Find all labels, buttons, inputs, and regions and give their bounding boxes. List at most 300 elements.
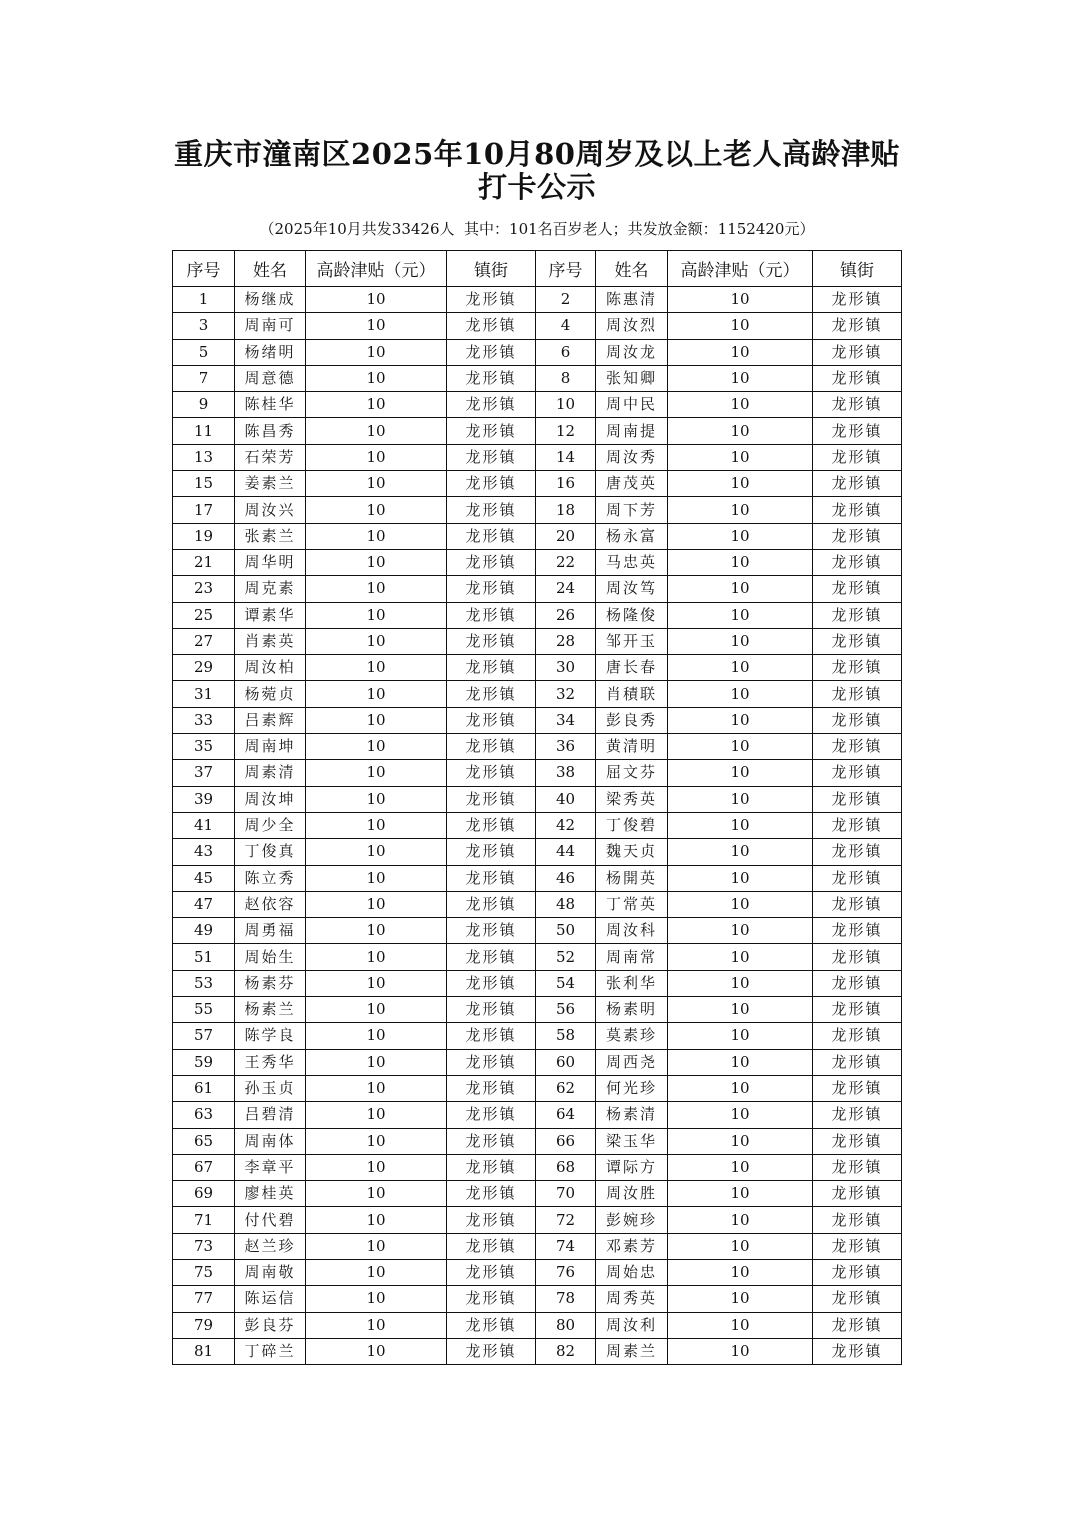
name-cell: 周汝秀	[596, 444, 668, 470]
seq-cell: 61	[173, 1075, 235, 1101]
name-cell: 孙玉贞	[235, 1075, 306, 1101]
seq-cell: 73	[173, 1233, 235, 1259]
seq-cell: 58	[536, 1023, 596, 1049]
town-cell: 龙形镇	[813, 812, 902, 838]
name-cell: 邹开玉	[596, 628, 668, 654]
town-cell: 龙形镇	[813, 997, 902, 1023]
seq-cell: 22	[536, 549, 596, 575]
amount-cell: 10	[306, 576, 447, 602]
seq-cell: 12	[536, 418, 596, 444]
seq-cell: 38	[536, 760, 596, 786]
town-cell: 龙形镇	[813, 1102, 902, 1128]
town-cell: 龙形镇	[813, 628, 902, 654]
town-cell: 龙形镇	[813, 865, 902, 891]
name-cell: 谭素华	[235, 602, 306, 628]
table-row	[173, 497, 902, 523]
name-cell: 唐长春	[596, 655, 668, 681]
name-cell: 周始忠	[596, 1259, 668, 1285]
name-cell: 邓素芳	[596, 1233, 668, 1259]
name-cell: 周少全	[235, 812, 306, 838]
table-row	[173, 1154, 902, 1180]
header-subsidy: 高龄津贴（元）	[668, 251, 813, 287]
name-cell: 吕碧清	[235, 1102, 306, 1128]
name-cell: 丁常英	[596, 891, 668, 917]
table-row	[173, 1233, 902, 1259]
amount-cell: 10	[306, 1154, 447, 1180]
table-row	[173, 891, 902, 917]
seq-cell: 74	[536, 1233, 596, 1259]
town-cell: 龙形镇	[447, 628, 536, 654]
name-cell: 陈学良	[235, 1023, 306, 1049]
seq-cell: 40	[536, 786, 596, 812]
table-row	[173, 812, 902, 838]
seq-cell: 34	[536, 707, 596, 733]
table-row	[173, 1102, 902, 1128]
town-cell: 龙形镇	[813, 497, 902, 523]
amount-cell: 10	[306, 1023, 447, 1049]
seq-cell: 39	[173, 786, 235, 812]
seq-cell: 37	[173, 760, 235, 786]
seq-cell: 50	[536, 918, 596, 944]
seq-cell: 32	[536, 681, 596, 707]
seq-cell: 15	[173, 471, 235, 497]
town-cell: 龙形镇	[813, 707, 902, 733]
town-cell: 龙形镇	[813, 418, 902, 444]
seq-cell: 27	[173, 628, 235, 654]
seq-cell: 17	[173, 497, 235, 523]
town-cell: 龙形镇	[813, 1023, 902, 1049]
seq-cell: 8	[536, 365, 596, 391]
amount-cell: 10	[668, 549, 813, 575]
town-cell: 龙形镇	[447, 418, 536, 444]
name-cell: 周华明	[235, 549, 306, 575]
table-row	[173, 918, 902, 944]
header-town: 镇街	[813, 251, 902, 287]
name-cell: 杨永富	[596, 523, 668, 549]
name-cell: 莫素珍	[596, 1023, 668, 1049]
table-row	[173, 944, 902, 970]
name-cell: 彭良秀	[596, 707, 668, 733]
name-cell: 肖積联	[596, 681, 668, 707]
amount-cell: 10	[306, 681, 447, 707]
amount-cell: 10	[668, 1181, 813, 1207]
town-cell: 龙形镇	[447, 944, 536, 970]
town-cell: 龙形镇	[447, 1207, 536, 1233]
name-cell: 赵依容	[235, 891, 306, 917]
table-row	[173, 1049, 902, 1075]
town-cell: 龙形镇	[447, 392, 536, 418]
seq-cell: 64	[536, 1102, 596, 1128]
amount-cell: 10	[668, 444, 813, 470]
amount-cell: 10	[668, 1154, 813, 1180]
name-cell: 周勇福	[235, 918, 306, 944]
name-cell: 周汝坤	[235, 786, 306, 812]
name-cell: 姜素兰	[235, 471, 306, 497]
table-row	[173, 1181, 902, 1207]
seq-cell: 67	[173, 1154, 235, 1180]
town-cell: 龙形镇	[447, 339, 536, 365]
amount-cell: 10	[306, 365, 447, 391]
town-cell: 龙形镇	[813, 1128, 902, 1154]
name-cell: 周汝科	[596, 918, 668, 944]
seq-cell: 49	[173, 918, 235, 944]
table-row	[173, 1259, 902, 1285]
name-cell: 梁秀英	[596, 786, 668, 812]
seq-cell: 57	[173, 1023, 235, 1049]
seq-cell: 53	[173, 970, 235, 996]
name-cell: 杨菀贞	[235, 681, 306, 707]
amount-cell: 10	[668, 523, 813, 549]
table-row	[173, 786, 902, 812]
seq-cell: 41	[173, 812, 235, 838]
seq-cell: 3	[173, 313, 235, 339]
name-cell: 周汝柏	[235, 655, 306, 681]
amount-cell: 10	[668, 418, 813, 444]
name-cell: 张知卿	[596, 365, 668, 391]
name-cell: 周汝烈	[596, 313, 668, 339]
table-row	[173, 1023, 902, 1049]
amount-cell: 10	[668, 1049, 813, 1075]
town-cell: 龙形镇	[447, 707, 536, 733]
amount-cell: 10	[668, 839, 813, 865]
town-cell: 龙形镇	[447, 891, 536, 917]
seq-cell: 24	[536, 576, 596, 602]
header-name: 姓名	[235, 251, 306, 287]
town-cell: 龙形镇	[447, 865, 536, 891]
amount-cell: 10	[306, 471, 447, 497]
table-row	[173, 1207, 902, 1233]
town-cell: 龙形镇	[813, 313, 902, 339]
amount-cell: 10	[668, 1023, 813, 1049]
name-cell: 丁碎兰	[235, 1338, 306, 1364]
table-row	[173, 313, 902, 339]
seq-cell: 48	[536, 891, 596, 917]
table-row	[173, 287, 902, 313]
amount-cell: 10	[668, 655, 813, 681]
name-cell: 屈文芬	[596, 760, 668, 786]
table-row	[173, 839, 902, 865]
seq-cell: 72	[536, 1207, 596, 1233]
table-row	[173, 681, 902, 707]
town-cell: 龙形镇	[447, 1338, 536, 1364]
amount-cell: 10	[306, 786, 447, 812]
name-cell: 杨素明	[596, 997, 668, 1023]
table-body	[173, 287, 902, 1365]
town-cell: 龙形镇	[447, 1286, 536, 1312]
town-cell: 龙形镇	[813, 365, 902, 391]
seq-cell: 14	[536, 444, 596, 470]
table-row	[173, 444, 902, 470]
town-cell: 龙形镇	[447, 1102, 536, 1128]
name-cell: 周始生	[235, 944, 306, 970]
town-cell: 龙形镇	[813, 944, 902, 970]
town-cell: 龙形镇	[447, 549, 536, 575]
amount-cell: 10	[668, 786, 813, 812]
amount-cell: 10	[668, 365, 813, 391]
town-cell: 龙形镇	[447, 497, 536, 523]
amount-cell: 10	[306, 944, 447, 970]
seq-cell: 18	[536, 497, 596, 523]
name-cell: 杨继成	[235, 287, 306, 313]
town-cell: 龙形镇	[813, 970, 902, 996]
header-town: 镇街	[447, 251, 536, 287]
seq-cell: 16	[536, 471, 596, 497]
name-cell: 周汝利	[596, 1312, 668, 1338]
amount-cell: 10	[668, 970, 813, 996]
town-cell: 龙形镇	[447, 1312, 536, 1338]
amount-cell: 10	[668, 1312, 813, 1338]
amount-cell: 10	[668, 628, 813, 654]
amount-cell: 10	[306, 1338, 447, 1364]
seq-cell: 63	[173, 1102, 235, 1128]
seq-cell: 10	[536, 392, 596, 418]
name-cell: 王秀华	[235, 1049, 306, 1075]
town-cell: 龙形镇	[447, 471, 536, 497]
amount-cell: 10	[668, 1259, 813, 1285]
seq-cell: 45	[173, 865, 235, 891]
town-cell: 龙形镇	[813, 681, 902, 707]
amount-cell: 10	[306, 1312, 447, 1338]
table-row	[173, 523, 902, 549]
town-cell: 龙形镇	[813, 471, 902, 497]
name-cell: 周南可	[235, 313, 306, 339]
amount-cell: 10	[668, 602, 813, 628]
seq-cell: 78	[536, 1286, 596, 1312]
town-cell: 龙形镇	[813, 918, 902, 944]
town-cell: 龙形镇	[813, 839, 902, 865]
seq-cell: 19	[173, 523, 235, 549]
seq-cell: 80	[536, 1312, 596, 1338]
town-cell: 龙形镇	[447, 997, 536, 1023]
table-row	[173, 760, 902, 786]
town-cell: 龙形镇	[447, 655, 536, 681]
town-cell: 龙形镇	[813, 1338, 902, 1364]
table-row	[173, 339, 902, 365]
town-cell: 龙形镇	[813, 1207, 902, 1233]
amount-cell: 10	[306, 628, 447, 654]
header-name: 姓名	[596, 251, 668, 287]
table-row	[173, 1128, 902, 1154]
table-row	[173, 602, 902, 628]
name-cell: 周汝龙	[596, 339, 668, 365]
name-cell: 周意德	[235, 365, 306, 391]
amount-cell: 10	[668, 760, 813, 786]
amount-cell: 10	[306, 865, 447, 891]
summary-subtitle: （2025年10月共发33426人 其中：101名百岁老人；共发放金额：1152420元）	[259, 220, 815, 238]
amount-cell: 10	[306, 392, 447, 418]
seq-cell: 26	[536, 602, 596, 628]
name-cell: 陈运信	[235, 1286, 306, 1312]
amount-cell: 10	[306, 734, 447, 760]
town-cell: 龙形镇	[813, 576, 902, 602]
seq-cell: 56	[536, 997, 596, 1023]
amount-cell: 10	[668, 891, 813, 917]
seq-cell: 46	[536, 865, 596, 891]
town-cell: 龙形镇	[813, 339, 902, 365]
table-row	[173, 997, 902, 1023]
amount-cell: 10	[306, 602, 447, 628]
town-cell: 龙形镇	[447, 734, 536, 760]
seq-cell: 31	[173, 681, 235, 707]
table-row	[173, 418, 902, 444]
table-row	[173, 365, 902, 391]
amount-cell: 10	[668, 1102, 813, 1128]
name-cell: 周西尧	[596, 1049, 668, 1075]
amount-cell: 10	[668, 812, 813, 838]
town-cell: 龙形镇	[447, 1259, 536, 1285]
name-cell: 陈桂华	[235, 392, 306, 418]
town-cell: 龙形镇	[813, 655, 902, 681]
header-seq: 序号	[536, 251, 596, 287]
name-cell: 周汝胜	[596, 1181, 668, 1207]
amount-cell: 10	[306, 918, 447, 944]
seq-cell: 66	[536, 1128, 596, 1154]
seq-cell: 77	[173, 1286, 235, 1312]
seq-cell: 69	[173, 1181, 235, 1207]
name-cell: 丁俊碧	[596, 812, 668, 838]
seq-cell: 44	[536, 839, 596, 865]
header-subsidy: 高龄津贴（元）	[306, 251, 447, 287]
town-cell: 龙形镇	[447, 918, 536, 944]
name-cell: 谭际方	[596, 1154, 668, 1180]
amount-cell: 10	[306, 1207, 447, 1233]
subsidy-table	[172, 250, 902, 1365]
town-cell: 龙形镇	[447, 970, 536, 996]
name-cell: 周秀英	[596, 1286, 668, 1312]
seq-cell: 70	[536, 1181, 596, 1207]
town-cell: 龙形镇	[813, 1154, 902, 1180]
seq-cell: 51	[173, 944, 235, 970]
town-cell: 龙形镇	[813, 392, 902, 418]
town-cell: 龙形镇	[813, 1312, 902, 1338]
page-title-line2: 打卡公示	[477, 170, 596, 204]
amount-cell: 10	[306, 1181, 447, 1207]
name-cell: 周克素	[235, 576, 306, 602]
seq-cell: 62	[536, 1075, 596, 1101]
amount-cell: 10	[668, 497, 813, 523]
town-cell: 龙形镇	[447, 1049, 536, 1075]
seq-cell: 11	[173, 418, 235, 444]
name-cell: 周南体	[235, 1128, 306, 1154]
name-cell: 周南常	[596, 944, 668, 970]
town-cell: 龙形镇	[447, 287, 536, 313]
town-cell: 龙形镇	[813, 1233, 902, 1259]
town-cell: 龙形镇	[447, 1075, 536, 1101]
town-cell: 龙形镇	[447, 1154, 536, 1180]
name-cell: 周素清	[235, 760, 306, 786]
amount-cell: 10	[306, 313, 447, 339]
seq-cell: 54	[536, 970, 596, 996]
name-cell: 石荣芳	[235, 444, 306, 470]
table-row	[173, 628, 902, 654]
amount-cell: 10	[306, 812, 447, 838]
name-cell: 魏天贞	[596, 839, 668, 865]
amount-cell: 10	[306, 549, 447, 575]
name-cell: 杨開英	[596, 865, 668, 891]
seq-cell: 7	[173, 365, 235, 391]
amount-cell: 10	[306, 655, 447, 681]
town-cell: 龙形镇	[813, 1286, 902, 1312]
seq-cell: 76	[536, 1259, 596, 1285]
town-cell: 龙形镇	[813, 1075, 902, 1101]
name-cell: 李章平	[235, 1154, 306, 1180]
town-cell: 龙形镇	[447, 1128, 536, 1154]
amount-cell: 10	[668, 1207, 813, 1233]
name-cell: 杨素芬	[235, 970, 306, 996]
town-cell: 龙形镇	[447, 602, 536, 628]
amount-cell: 10	[668, 287, 813, 313]
table-row	[173, 734, 902, 760]
table-row	[173, 1338, 902, 1364]
amount-cell: 10	[306, 287, 447, 313]
amount-cell: 10	[668, 865, 813, 891]
town-cell: 龙形镇	[813, 1181, 902, 1207]
header-seq: 序号	[173, 251, 235, 287]
amount-cell: 10	[306, 444, 447, 470]
seq-cell: 36	[536, 734, 596, 760]
name-cell: 吕素辉	[235, 707, 306, 733]
seq-cell: 23	[173, 576, 235, 602]
amount-cell: 10	[306, 891, 447, 917]
amount-cell: 10	[668, 471, 813, 497]
name-cell: 何光珍	[596, 1075, 668, 1101]
amount-cell: 10	[668, 392, 813, 418]
seq-cell: 52	[536, 944, 596, 970]
name-cell: 丁俊真	[235, 839, 306, 865]
town-cell: 龙形镇	[447, 1023, 536, 1049]
name-cell: 陈惠清	[596, 287, 668, 313]
name-cell: 周汝兴	[235, 497, 306, 523]
amount-cell: 10	[668, 944, 813, 970]
town-cell: 龙形镇	[813, 734, 902, 760]
amount-cell: 10	[668, 1286, 813, 1312]
amount-cell: 10	[306, 1286, 447, 1312]
seq-cell: 4	[536, 313, 596, 339]
name-cell: 廖桂英	[235, 1181, 306, 1207]
town-cell: 龙形镇	[447, 444, 536, 470]
page-title: 重庆市潼南区2025年10月80周岁及以上老人高龄津贴	[174, 137, 900, 171]
name-cell: 赵兰珍	[235, 1233, 306, 1259]
table-header-row	[173, 251, 902, 287]
amount-cell: 10	[668, 313, 813, 339]
town-cell: 龙形镇	[813, 1049, 902, 1075]
table-row	[173, 970, 902, 996]
table-row	[173, 1312, 902, 1338]
name-cell: 周素兰	[596, 1338, 668, 1364]
name-cell: 周南提	[596, 418, 668, 444]
seq-cell: 13	[173, 444, 235, 470]
name-cell: 张利华	[596, 970, 668, 996]
name-cell: 马忠英	[596, 549, 668, 575]
table-row	[173, 471, 902, 497]
seq-cell: 33	[173, 707, 235, 733]
name-cell: 彭婉珍	[596, 1207, 668, 1233]
town-cell: 龙形镇	[813, 1259, 902, 1285]
seq-cell: 1	[173, 287, 235, 313]
table-row	[173, 576, 902, 602]
seq-cell: 28	[536, 628, 596, 654]
seq-cell: 65	[173, 1128, 235, 1154]
seq-cell: 55	[173, 997, 235, 1023]
town-cell: 龙形镇	[813, 760, 902, 786]
amount-cell: 10	[306, 1102, 447, 1128]
name-cell: 陈昌秀	[235, 418, 306, 444]
town-cell: 龙形镇	[447, 681, 536, 707]
seq-cell: 29	[173, 655, 235, 681]
amount-cell: 10	[306, 418, 447, 444]
town-cell: 龙形镇	[813, 549, 902, 575]
seq-cell: 6	[536, 339, 596, 365]
